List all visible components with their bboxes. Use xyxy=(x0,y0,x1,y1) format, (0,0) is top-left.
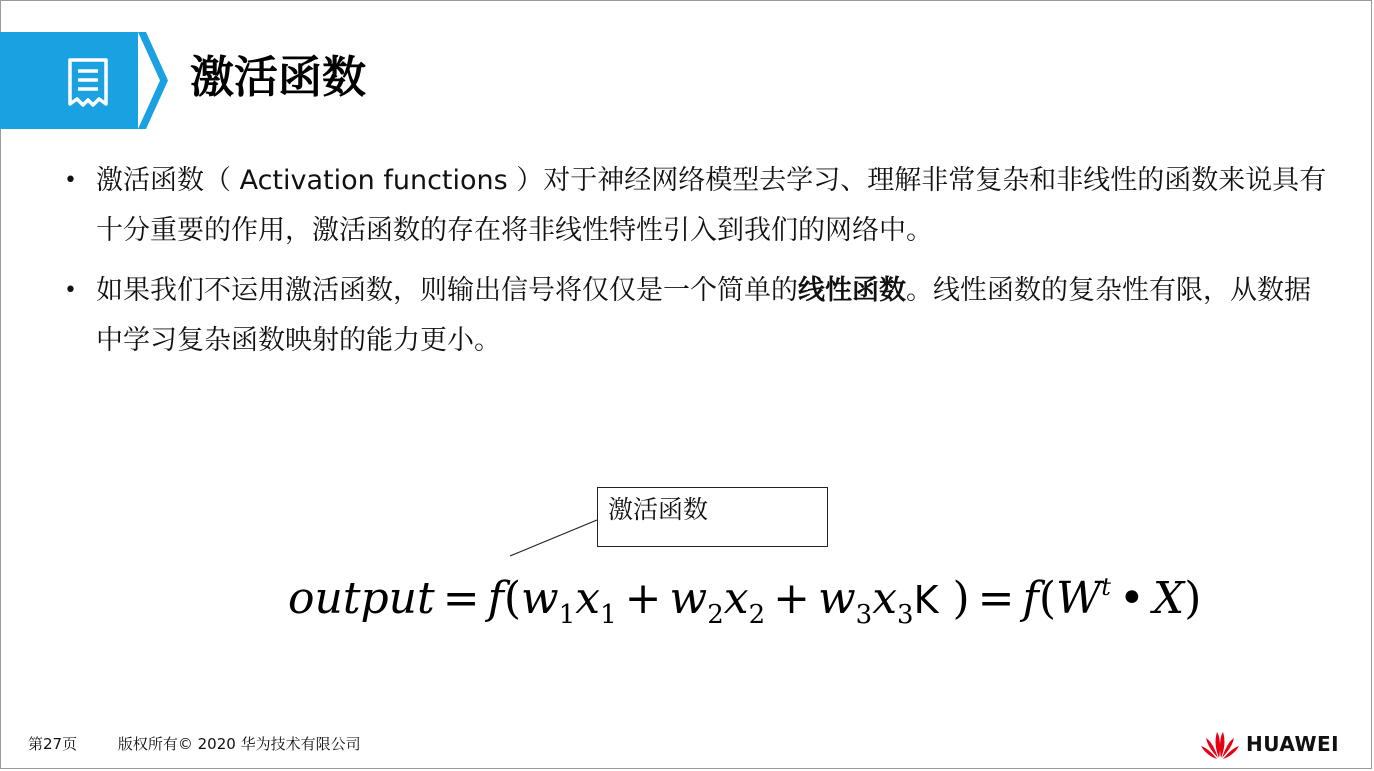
formula-X: X xyxy=(1152,573,1185,624)
bullet-dot: • xyxy=(64,278,77,303)
slide-title: 激活函数 xyxy=(190,52,366,103)
huawei-flower-icon xyxy=(1200,728,1240,760)
activation-formula xyxy=(288,552,1201,650)
formula-w2: w xyxy=(669,573,708,624)
formula-sub: 3 xyxy=(855,600,873,630)
formula-plus: + xyxy=(624,573,662,624)
bullet-item xyxy=(62,266,1332,366)
formula-sub: 2 xyxy=(748,600,766,630)
formula-paren-open: ( xyxy=(503,573,522,624)
formula-paren-open: ( xyxy=(1038,573,1057,624)
formula-ellipsis: K xyxy=(913,578,939,622)
formula-dot: • xyxy=(1118,573,1145,624)
formula-output: output xyxy=(288,573,435,624)
formula-W: W xyxy=(1056,573,1102,624)
bullet-text: 如果我们不运用激活函数，则输出信号将仅仅是一个简单的 xyxy=(96,275,798,306)
formula-sub: 2 xyxy=(707,600,724,630)
bullet-text: 激活函数（ Activation functions ）对于神经网络模型去学习、理解非常复杂和非线性的函数来说具有十分重要的作用，激活函数的存在将非线性特性引入到我们的网络中。 xyxy=(96,165,1327,246)
document-icon xyxy=(66,56,110,110)
formula-transpose: t xyxy=(1101,573,1111,601)
brand-name: HUAWEI xyxy=(1246,732,1340,756)
bullet-item xyxy=(62,156,1332,256)
footer xyxy=(28,733,397,754)
huawei-logo xyxy=(1200,728,1339,760)
callout-box: 激活函数 xyxy=(597,487,828,547)
formula-sub: 1 xyxy=(600,600,617,630)
copyright: 版权所有© 2020 华为技术有限公司 xyxy=(117,735,361,753)
formula-x3: x xyxy=(872,573,898,624)
formula-w3: w xyxy=(817,573,856,624)
bullet-list xyxy=(62,156,1332,376)
formula-f: f xyxy=(487,573,504,624)
formula-plus: + xyxy=(773,573,810,624)
formula-equals: = xyxy=(442,573,480,624)
formula-w1: w xyxy=(521,573,559,624)
formula-x2: x xyxy=(723,573,749,624)
bullet-text: 。线性函数的复杂性有限，从数据中学习复杂函数映射的能力更小。 xyxy=(96,275,1311,356)
formula-equals: = xyxy=(977,573,1015,624)
formula-sub: 1 xyxy=(558,600,576,630)
formula-paren-close: ) xyxy=(1184,573,1202,624)
formula-paren-close: ) xyxy=(952,573,970,624)
formula-f: f xyxy=(1022,573,1039,624)
bullet-bold-term: 线性函数 xyxy=(798,275,906,306)
formula-sub: 3 xyxy=(897,600,914,630)
bullet-dot: • xyxy=(64,168,77,193)
chevron-right-icon xyxy=(138,32,168,129)
formula-x1: x xyxy=(575,573,601,624)
page-number: 第27页 xyxy=(28,735,78,753)
